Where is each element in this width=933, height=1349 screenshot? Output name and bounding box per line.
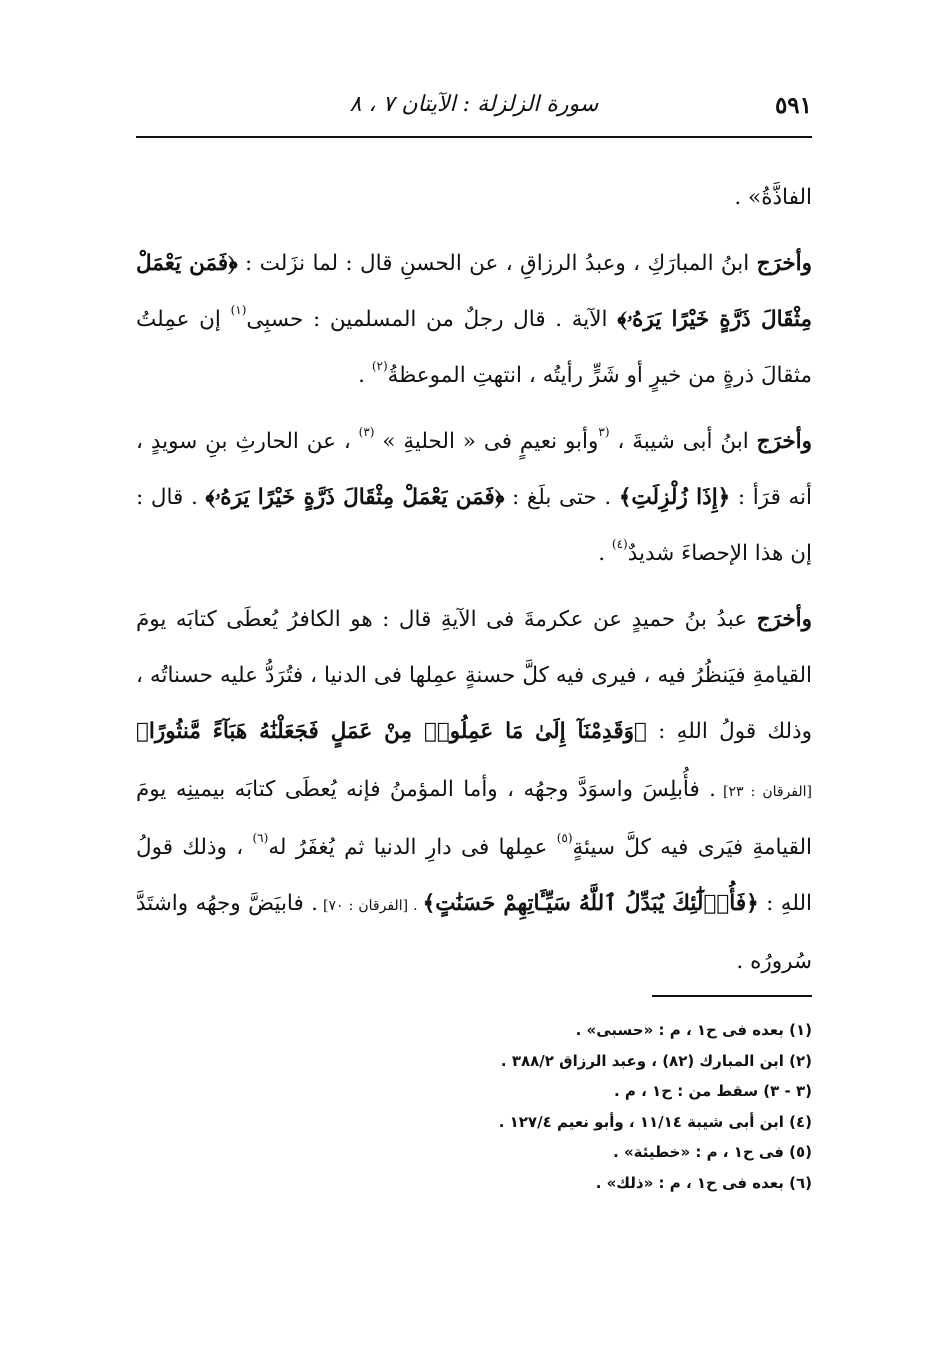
header-rule [136,136,812,138]
footnote-2: (٢) ابن المبارك (٨٢) ، وعبد الرزاق ٣٨٨/٢ . [500,1051,812,1070]
footnote-marker: (٣) [358,425,375,439]
footnote-3: (٣ - ٣) سقط من : ح١ ، م . [613,1082,812,1100]
quran-quote: ﴿إِذَا زُلْزِلَتِ﴾ [618,485,731,510]
footnote-marker: (٤) [611,537,628,551]
paragraph-2: وأخرَج ابنُ أبى شيبةَ ، $^{(٣}$وأبو نعيمٍ فى « الحليةِ » $^{(٣)}$ ، عن الحارثِ بنِ سويدٍ ، أنه قرَأ : ﴿إِذَا زُلْزِلَتِ﴾ . حتى بلَغ : ﴿فَمَن يَعْمَلْ مِثْقَالَ ذَرَّةٍ خَيْرًا يَرَهُۥ﴾ . قال : إن هذا الإحصاءَ شديدٌ$^{(٤)}$ . [136,425,812,566]
paragraph-lead: وأخرَج [756,251,812,276]
quran-quote: ﴿فَمَن يَعْمَلْ مِثْقَالَ ذَرَّةٍ خَيْرًا يَرَهُۥ﴾ [136,251,813,332]
quran-quote: ﴿فَمَن يَعْمَلْ مِثْقَالَ ذَرَّةٍ خَيْرًا يَرَهُۥ﴾ [205,485,505,510]
paragraph-lead: وأخرَج [756,607,812,632]
footnote-rule [652,995,812,997]
paragraph-1: وأخرَج ابنُ المبارَكِ ، وعبدُ الرزاقِ ، عن الحسنِ قال : لما نزَلت : ﴿فَمَن يَعْمَلْ مِثْقَالَ ذَرَّةٍ خَيْرًا يَرَهُۥ﴾ الآية . قال رجلٌ من المسلمين : حسبِى$^{(١)}$ إن عمِلتُ مثقالَ ذرةٍ من خيرٍ أو شَرٍّ رأيتُه ، انتهتِ الموعظةُ$^{(٢)}$ . [136,251,813,388]
footnote-4: (٤) ابن أبى شيبة ١١/١٤ ، وأبو نعيم ١٢٧/٤ . [498,1112,812,1131]
footnote-marker: (٦) [252,831,269,845]
footnote-marker: (٣ [598,425,610,439]
paragraph-lead: وأخرَج [756,429,812,454]
paragraph-continuation: الفاذَّةُ» . [734,185,812,210]
footnote-6: (٦) بعده فى ح١ ، م : «ذلك» . [595,1173,812,1192]
page-header [136,88,812,138]
footnote-marker: (١) [230,303,247,317]
quran-quote: ﴿فَأُو۟لَٰٓئِكَ يُبَدِّلُ ٱللَّهُ سَيِّـَٔاتِهِمْ حَسَنَٰتٍ﴾ [422,891,759,916]
verse-reference: . [الفرقان : ٧٠] [318,898,423,914]
main-text [136,170,812,990]
quran-quote: ﴿وَقَدِمْنَآ إِلَىٰ مَا عَمِلُوا۟ مِنْ عَمَلٍ فَجَعَلْنَٰهُ هَبَآءً مَّنثُورًا﴾ [136,719,647,744]
footnote-5: (٥) فى ح١ ، م : «خطيئة» . [613,1143,812,1161]
footnote-marker: (٥) [556,831,573,845]
paragraph-3: وأخرَج عبدُ بنُ حميدٍ عن عكرمةَ فى الآيةِ قال : هو الكافرُ يُعطَى كتابَه يومَ القيامةِ فيَنظُرُ فيه ، فيرى فيه كلَّ حسنةٍ عمِلها فى الدنيا ، فتُرَدُّ عليه حسناتُه ، وذلك قولُ اللهِ : ﴿وَقَدِمْنَآ إِلَىٰ مَا عَمِلُوا۟ مِنْ عَمَلٍ فَجَعَلْنَٰهُ هَبَآءً مَّنثُورًا﴾ [الفرقان : ٢٣] . فأُبلِسَ واسوَدَّ وجهُه ، وأما المؤمنُ فإنه يُعطَى كتابَه بيمينِه يومَ القيامةِ فيَرى فيه كلَّ سيئةٍ$^{(٥)}$ عمِلها فى دارِ الدنيا ثم يُغفَرُ له$^{(٦)}$ ، وذلك قولُ اللهِ : ﴿فَأُو۟لَٰٓئِكَ يُبَدِّلُ ٱللَّهُ سَيِّـَٔاتِهِمْ حَسَنَٰتٍ﴾ . [الفرقان : ٧٠] . فابيَضَّ وجهُه واشتَدَّ سُرورُه . [136,607,812,974]
running-title: سورة الزلزلة : الآيتان ٧ ، ٨ [349,92,599,117]
footnote-marker: (٢) [371,359,388,373]
footnote-1: (١) بعده فى ح١ ، م : «حسبى» . [575,1021,812,1039]
verse-reference: [الفرقان : ٢٣] [716,784,812,800]
footnotes [312,1015,812,1198]
page-number: ٥٩١ [774,92,812,119]
